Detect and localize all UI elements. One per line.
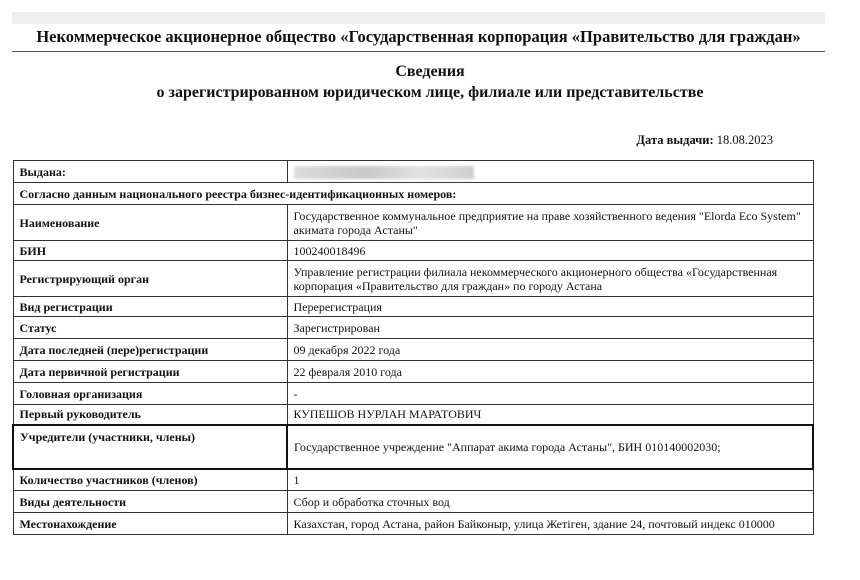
table-row [13,161,813,183]
row-value: Казахстан, город Астана, район Байконыр, улица Жетiген, здание 24, почтовый индекс 010000 [287,513,813,535]
row-value: Перерегистрация [287,297,813,317]
title-line-1: Сведения [395,63,465,80]
table-row [13,513,813,535]
issue-date [636,133,773,148]
table-row [13,183,813,205]
table-row [13,241,813,261]
row-key: Головная организация [13,383,287,405]
row-value: Государственное учреждение "Аппарат акима города Астаны", БИН 010140002030; [287,425,813,469]
issued-to-label: Выдана: [13,161,287,183]
section-label: Согласно данным национального реестра бизнес-идентификационных номеров: [13,183,813,205]
row-key: Регистрирующий орган [13,261,287,297]
row-value: 22 февраля 2010 года [287,361,813,383]
row-key: БИН [13,241,287,261]
row-value: 100240018496 [287,241,813,261]
table-row [13,261,813,297]
table-row [13,339,813,361]
row-key: Дата последней (пере)регистрации [13,339,287,361]
table-row [13,383,813,405]
row-value: 1 [287,469,813,491]
table-row [13,491,813,513]
row-value: Государственное коммунальное предприятие на праве хозяйственного ведения "Elorda Eco System" акимата города Астаны" [287,205,813,241]
row-key: Дата первичной регистрации [13,361,287,383]
row-value: Сбор и обработка сточных вод [287,491,813,513]
issued-to-value [287,161,813,183]
organization-header: Некоммерческое акционерное общество «Государственная корпорация «Правительство для граждан» [36,27,801,46]
row-key: Статус [13,317,287,339]
row-key: Местонахождение [13,513,287,535]
title-line-2: о зарегистрированном юридическом лице, филиале или представительстве [156,84,704,101]
issue-date-label: Дата выдачи: [636,133,714,147]
row-value: КУПЕШОВ НУРЛАН МАРАТОВИЧ [287,405,813,425]
row-key: Количество участников (членов) [13,469,287,491]
document-title [0,61,860,103]
table-row [13,297,813,317]
table-row [13,425,813,469]
row-key: Вид регистрации [13,297,287,317]
registration-info-table [12,160,814,535]
row-value: 09 декабря 2022 года [287,339,813,361]
row-value: Управление регистрации филиала некоммерческого акционерного общества «Государственная корпорация «Правительство для граждан» по городу Астана [287,261,813,297]
table-row [13,405,813,425]
table-row [13,317,813,339]
row-key: Первый руководитель [13,405,287,425]
row-key: Наименование [13,205,287,241]
issue-date-value: 18.08.2023 [716,133,773,147]
row-key: Виды деятельности [13,491,287,513]
table-row [13,361,813,383]
row-value: - [287,383,813,405]
table-row [13,469,813,491]
redacted-block [294,166,474,179]
row-key: Учредители (участники, члены) [13,425,287,469]
table-row [13,205,813,241]
top-band [12,12,825,24]
row-value: Зарегистрирован [287,317,813,339]
header-divider [12,51,825,52]
